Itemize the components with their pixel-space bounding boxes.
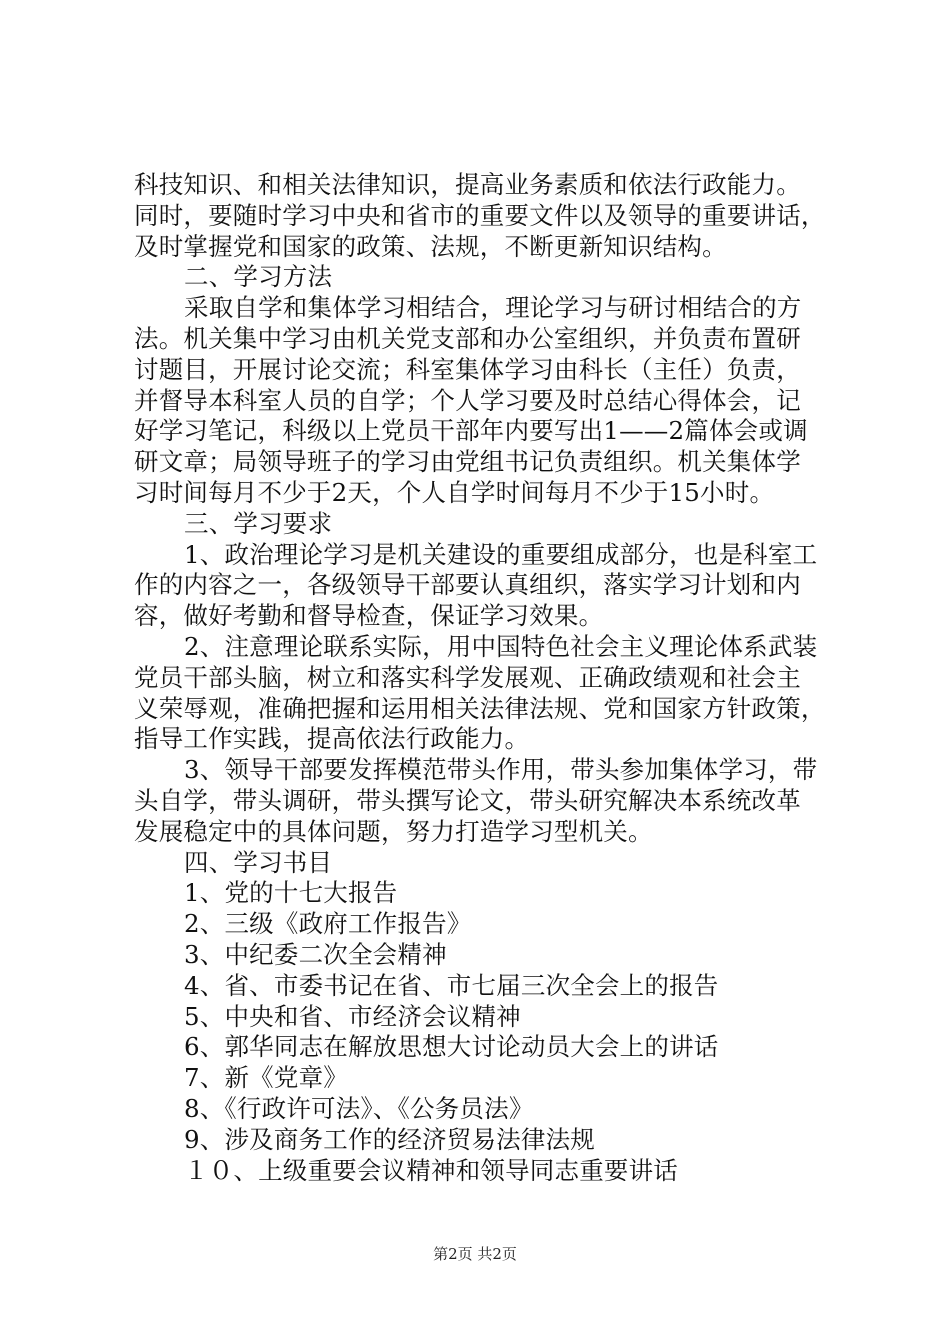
text-line: 好学习笔记，科级以上党员干部年内要写出1——2篇体会或调: [134, 416, 808, 446]
page-number-label: 第2页 共2页: [433, 1245, 517, 1263]
paragraph: [134, 509, 834, 540]
text-line: １０、上级重要会议精神和领导同志重要讲话: [184, 1155, 678, 1185]
page-footer: [0, 1244, 950, 1264]
text-line: 义荣辱观，准确把握和运用相关法律法规、党和国家方针政策，: [134, 693, 826, 723]
text-line: 4、省、市委书记在省、市七届三次全会上的报告: [184, 970, 719, 1000]
paragraph: [134, 1156, 834, 1187]
text-line: 并督导本科室人员的自学；个人学习要及时总结心得体会，记: [134, 385, 801, 415]
text-line: 2、注意理论联系实际，用中国特色社会主义理论体系武装: [184, 631, 818, 661]
text-line: 科技知识、和相关法律知识，提高业务素质和依法行政能力。: [134, 170, 801, 199]
document-body: [134, 170, 834, 1186]
paragraph: [134, 971, 834, 1002]
text-line: 7、新《党章》: [184, 1063, 348, 1093]
text-line: 3、领导干部要发挥模范带头作用，带头参加集体学习，带: [184, 755, 818, 785]
text-line: 二、学习方法: [184, 262, 333, 292]
text-line: 法。机关集中学习由机关党支部和办公室组织，并负责布置研: [134, 323, 801, 353]
paragraph: [134, 1032, 834, 1063]
text-line: 9、涉及商务工作的经济贸易法律法规: [184, 1124, 595, 1154]
paragraph: [134, 1002, 834, 1033]
paragraph: [134, 848, 834, 879]
paragraph: [134, 293, 834, 509]
paragraph: [134, 940, 834, 971]
paragraph: [134, 1094, 834, 1125]
paragraph: [134, 540, 834, 632]
paragraph: [134, 755, 834, 847]
text-line: 5、中央和省、市经济会议精神: [184, 1001, 521, 1031]
paragraph: [134, 262, 834, 293]
text-line: 1、政治理论学习是机关建设的重要组成部分，也是科室工: [184, 539, 818, 569]
text-line: 党员干部头脑，树立和落实科学发展观、正确政绩观和社会主: [134, 662, 801, 692]
text-line: 1、党的十七大报告: [184, 878, 398, 908]
paragraph: [134, 1125, 834, 1156]
text-line: 8、《行政许可法》、《公务员法》: [184, 1093, 534, 1123]
text-line: 采取自学和集体学习相结合，理论学习与研讨相结合的方: [184, 293, 802, 323]
text-line: 四、学习书目: [184, 847, 333, 877]
text-line: 3、中纪委二次全会精神: [184, 939, 447, 969]
text-line: 同时，要随时学习中央和省市的重要文件以及领导的重要讲话，: [134, 200, 826, 230]
paragraph: [134, 170, 834, 262]
text-line: 讨题目，开展讨论交流；科室集体学习由科长（主任）负责，: [134, 354, 801, 384]
text-line: 头自学，带头调研，带头撰写论文，带头研究解决本系统改革: [134, 785, 801, 815]
paragraph: [134, 909, 834, 940]
text-line: 指导工作实践，提高依法行政能力。: [134, 724, 530, 754]
text-line: 习时间每月不少于2天，个人自学时间每月不少于15小时。: [134, 477, 775, 507]
text-line: 作的内容之一，各级领导干部要认真组织，落实学习计划和内: [134, 570, 801, 600]
text-line: 6、郭华同志在解放思想大讨论动员大会上的讲话: [184, 1032, 719, 1062]
text-line: 三、学习要求: [184, 508, 333, 538]
paragraph: [134, 878, 834, 909]
paragraph: [134, 632, 834, 755]
text-line: 及时掌握党和国家的政策、法规，不断更新知识结构。: [134, 231, 727, 261]
text-line: 研文章；局领导班子的学习由党组书记负责组织。机关集体学: [134, 447, 801, 477]
text-line: 发展稳定中的具体问题，努力打造学习型机关。: [134, 816, 653, 846]
text-line: 2、三级《政府工作报告》: [184, 909, 472, 939]
text-line: 容，做好考勤和督导检查，保证学习效果。: [134, 601, 604, 631]
paragraph: [134, 1063, 834, 1094]
